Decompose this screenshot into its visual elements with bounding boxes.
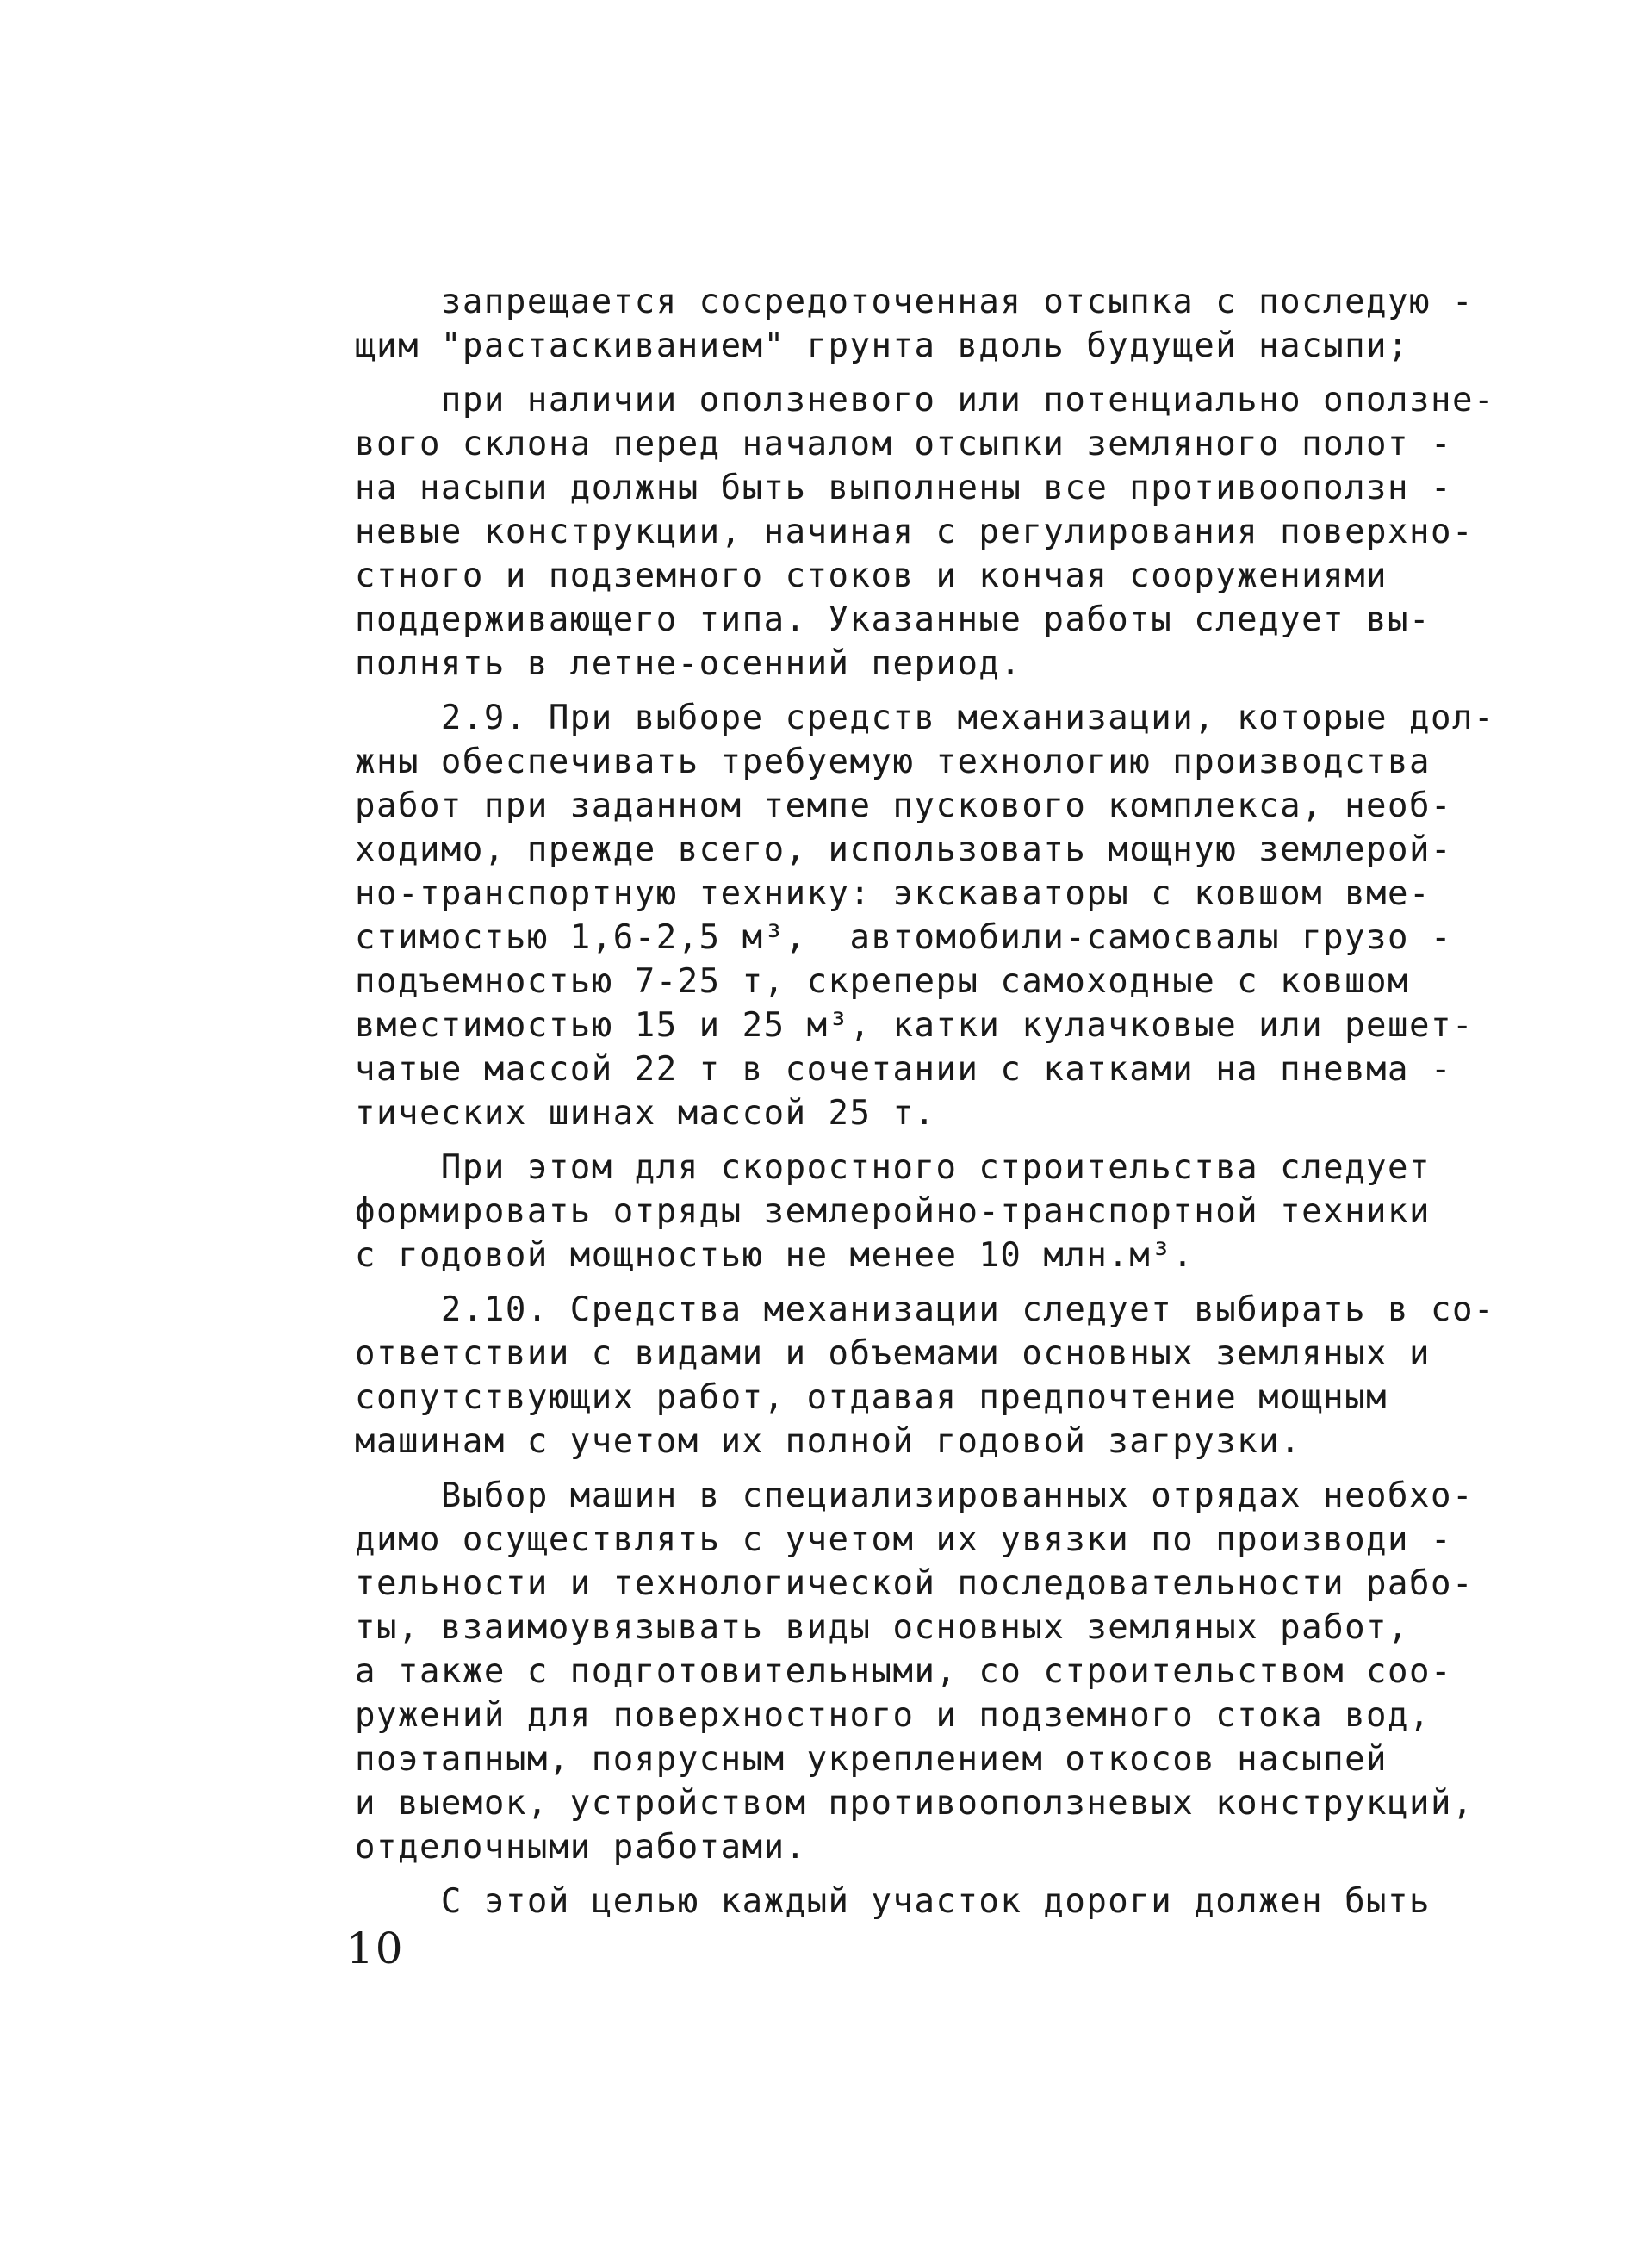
paragraph: [355, 1288, 1500, 1463]
text-line: с годовой мощностью не менее 10 млн.м³.: [355, 1236, 1195, 1275]
paragraph-gap: [355, 368, 1500, 378]
paragraph: [355, 280, 1500, 368]
text-line: невые конструкции, начиная с регулирования поверхно-: [355, 513, 1474, 551]
text-line: ружений для поверхностного и подземного стока вод,: [355, 1696, 1431, 1735]
text-line: подъемностью 7-25 т, скреперы самоходные с ковшом: [355, 962, 1410, 1001]
text-line: запрещается сосредоточенная отсыпка с последую -: [355, 283, 1474, 321]
page-number: 10: [346, 1923, 405, 1973]
text-line: а также с подготовительными, со строительством соо-: [355, 1652, 1452, 1691]
text-line: полнять в летне-осенний период.: [355, 644, 1022, 683]
paragraph: [355, 696, 1500, 1135]
text-line: Выбор машин в специализированных отрядах необхо-: [355, 1476, 1474, 1515]
paragraph: [355, 378, 1500, 686]
paragraph: [355, 1146, 1500, 1277]
text-line: формировать отряды землеройно-транспортной техники: [355, 1192, 1431, 1231]
text-line: но-транспортную технику: экскаваторы с ковшом вме-: [355, 874, 1431, 913]
text-line: чатые массой 22 т в сочетании с катками на пневма -: [355, 1050, 1452, 1089]
paragraph-gap: [355, 1277, 1500, 1288]
paragraph-gap: [355, 1135, 1500, 1146]
text-line: 2.10. Средства механизации следует выбирать в со-: [355, 1290, 1495, 1329]
paragraph-gap: [355, 1869, 1500, 1880]
paragraph: [355, 1880, 1500, 1923]
text-line: ходимо, прежде всего, использовать мощную землерой-: [355, 830, 1452, 869]
text-line: поэтапным, поярусным укреплением откосов насыпей: [355, 1740, 1388, 1779]
paragraph-gap: [355, 1463, 1500, 1474]
text-line: вместимостью 15 и 25 м³, катки кулачковые или решет-: [355, 1006, 1474, 1045]
text-line: стного и подземного стоков и кончая сооружениями: [355, 556, 1388, 595]
text-line: С этой целью каждый участок дороги должен быть: [355, 1882, 1431, 1921]
paragraph: [355, 1474, 1500, 1869]
text-line: поддерживающего типа. Указанные работы следует вы-: [355, 600, 1431, 639]
paragraph-gap: [355, 686, 1500, 696]
text-line: ответствии с видами и объемами основных земляных и: [355, 1334, 1431, 1373]
text-line: работ при заданном темпе пускового комплекса, необ-: [355, 786, 1452, 825]
text-line: 2.9. При выборе средств механизации, которые дол-: [355, 699, 1495, 737]
text-line: сопутствующих работ, отдавая предпочтение мощным: [355, 1378, 1388, 1417]
text-line: при наличии оползневого или потенциально оползне-: [355, 381, 1495, 419]
text-line: и выемок, устройством противооползневых конструкций,: [355, 1784, 1474, 1823]
body-text: [355, 280, 1500, 1923]
text-line: вого склона перед началом отсыпки земляного полот -: [355, 425, 1452, 463]
text-line: тических шинах массой 25 т.: [355, 1094, 936, 1133]
text-line: жны обеспечивать требуемую технологию производства: [355, 743, 1431, 781]
text-line: тельности и технологической последовательности рабо-: [355, 1564, 1474, 1603]
text-line: машинам с учетом их полной годовой загрузки.: [355, 1422, 1302, 1461]
text-line: отделочными работами.: [355, 1828, 807, 1867]
text-line: димо осуществлять с учетом их увязки по производи -: [355, 1520, 1452, 1559]
text-line: на насыпи должны быть выполнены все противооползн -: [355, 469, 1452, 507]
text-line: стимостью 1,6-2,5 м³, автомобили-самосвалы грузо -: [355, 918, 1452, 957]
text-line: При этом для скоростного строительства следует: [355, 1148, 1431, 1187]
text-line: щим "растаскиванием" грунта вдоль будущей насыпи;: [355, 326, 1410, 365]
text-line: ты, взаимоувязывать виды основных земляных работ,: [355, 1608, 1410, 1647]
